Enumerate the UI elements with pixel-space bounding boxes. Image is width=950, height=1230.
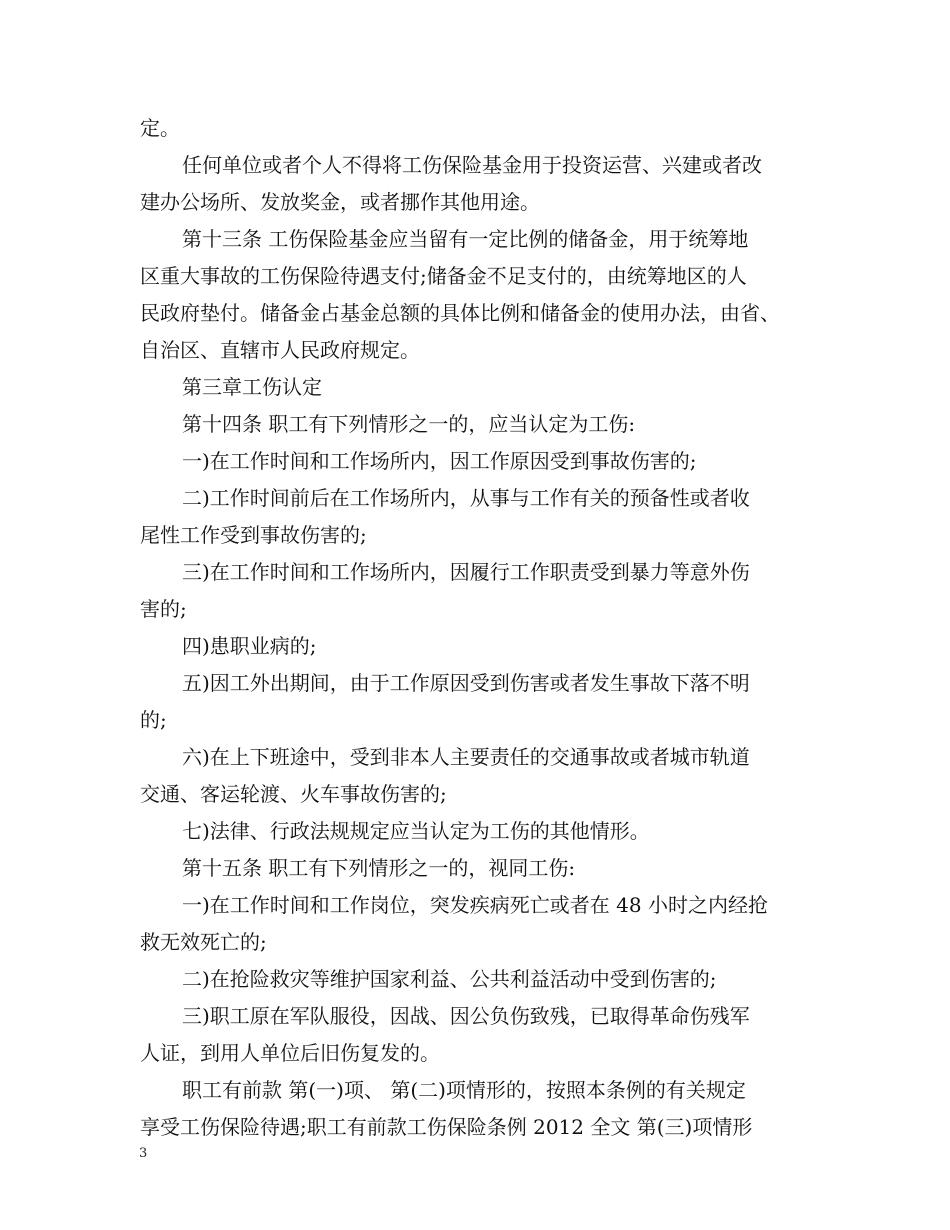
text-line: 四)患职业病的; bbox=[182, 634, 317, 658]
text-line: 三)职工原在军队服役，因战、因公负伤致残，已取得革命伤残军 bbox=[182, 1004, 750, 1028]
text-line: 建办公场所、发放奖金，或者挪作其他用途。 bbox=[140, 190, 540, 214]
text-line: 七)法律、行政法规规定应当认定为工伤的其他情形。 bbox=[182, 819, 650, 843]
text-line: 定。 bbox=[140, 116, 180, 140]
text-line: 二)工作时间前后在工作场所内，从事与工作有关的预备性或者收 bbox=[182, 486, 750, 510]
text-line: 的; bbox=[140, 708, 167, 732]
text-line: 第三章工伤认定 bbox=[182, 375, 322, 399]
text-line: 享受工伤保险待遇;职工有前款工伤保险条例 2012 全文 第(三)项情形 bbox=[140, 1115, 753, 1139]
body-text bbox=[140, 110, 830, 1146]
text-line: 职工有前款 第(一)项、 第(二)项情形的，按照本条例的有关规定 bbox=[182, 1078, 746, 1102]
text-line: 一)在工作时间和工作岗位，突发疾病死亡或者在 48 小时之内经抢 bbox=[182, 893, 768, 917]
text-line: 三)在工作时间和工作场所内，因履行工作职责受到暴力等意外伤 bbox=[182, 560, 750, 584]
text-line: 害的; bbox=[140, 597, 187, 621]
text-line: 民政府垫付。储备金占基金总额的具体比例和储备金的使用办法，由省、 bbox=[140, 301, 780, 325]
text-line: 第十三条 工伤保险基金应当留有一定比例的储备金，用于统筹地 bbox=[182, 227, 749, 251]
text-line: 第十五条 职工有下列情形之一的，视同工伤: bbox=[182, 856, 576, 880]
text-line: 任何单位或者个人不得将工伤保险基金用于投资运营、兴建或者改 bbox=[182, 153, 762, 177]
text-line: 六)在上下班途中，受到非本人主要责任的交通事故或者城市轨道 bbox=[182, 745, 750, 769]
text-line: 自治区、直辖市人民政府规定。 bbox=[140, 338, 420, 362]
text-line: 二)在抢险救灾等维护国家利益、公共利益活动中受到伤害的; bbox=[182, 967, 717, 991]
text-line: 人证，到用人单位后旧伤复发的。 bbox=[140, 1041, 440, 1065]
text-line: 交通、客运轮渡、火车事故伤害的; bbox=[140, 782, 447, 806]
text-line: 第十四条 职工有下列情形之一的，应当认定为工伤: bbox=[182, 412, 636, 436]
text-line: 区重大事故的工伤保险待遇支付;储备金不足支付的，由统筹地区的人 bbox=[140, 264, 747, 288]
text-line: 五)因工外出期间，由于工作原因受到伤害或者发生事故下落不明 bbox=[182, 671, 750, 695]
page-number: 3 bbox=[139, 1146, 148, 1161]
text-line: 救无效死亡的; bbox=[140, 930, 267, 954]
text-line: 一)在工作时间和工作场所内，因工作原因受到事故伤害的; bbox=[182, 449, 697, 473]
text-line: 尾性工作受到事故伤害的; bbox=[140, 523, 367, 547]
